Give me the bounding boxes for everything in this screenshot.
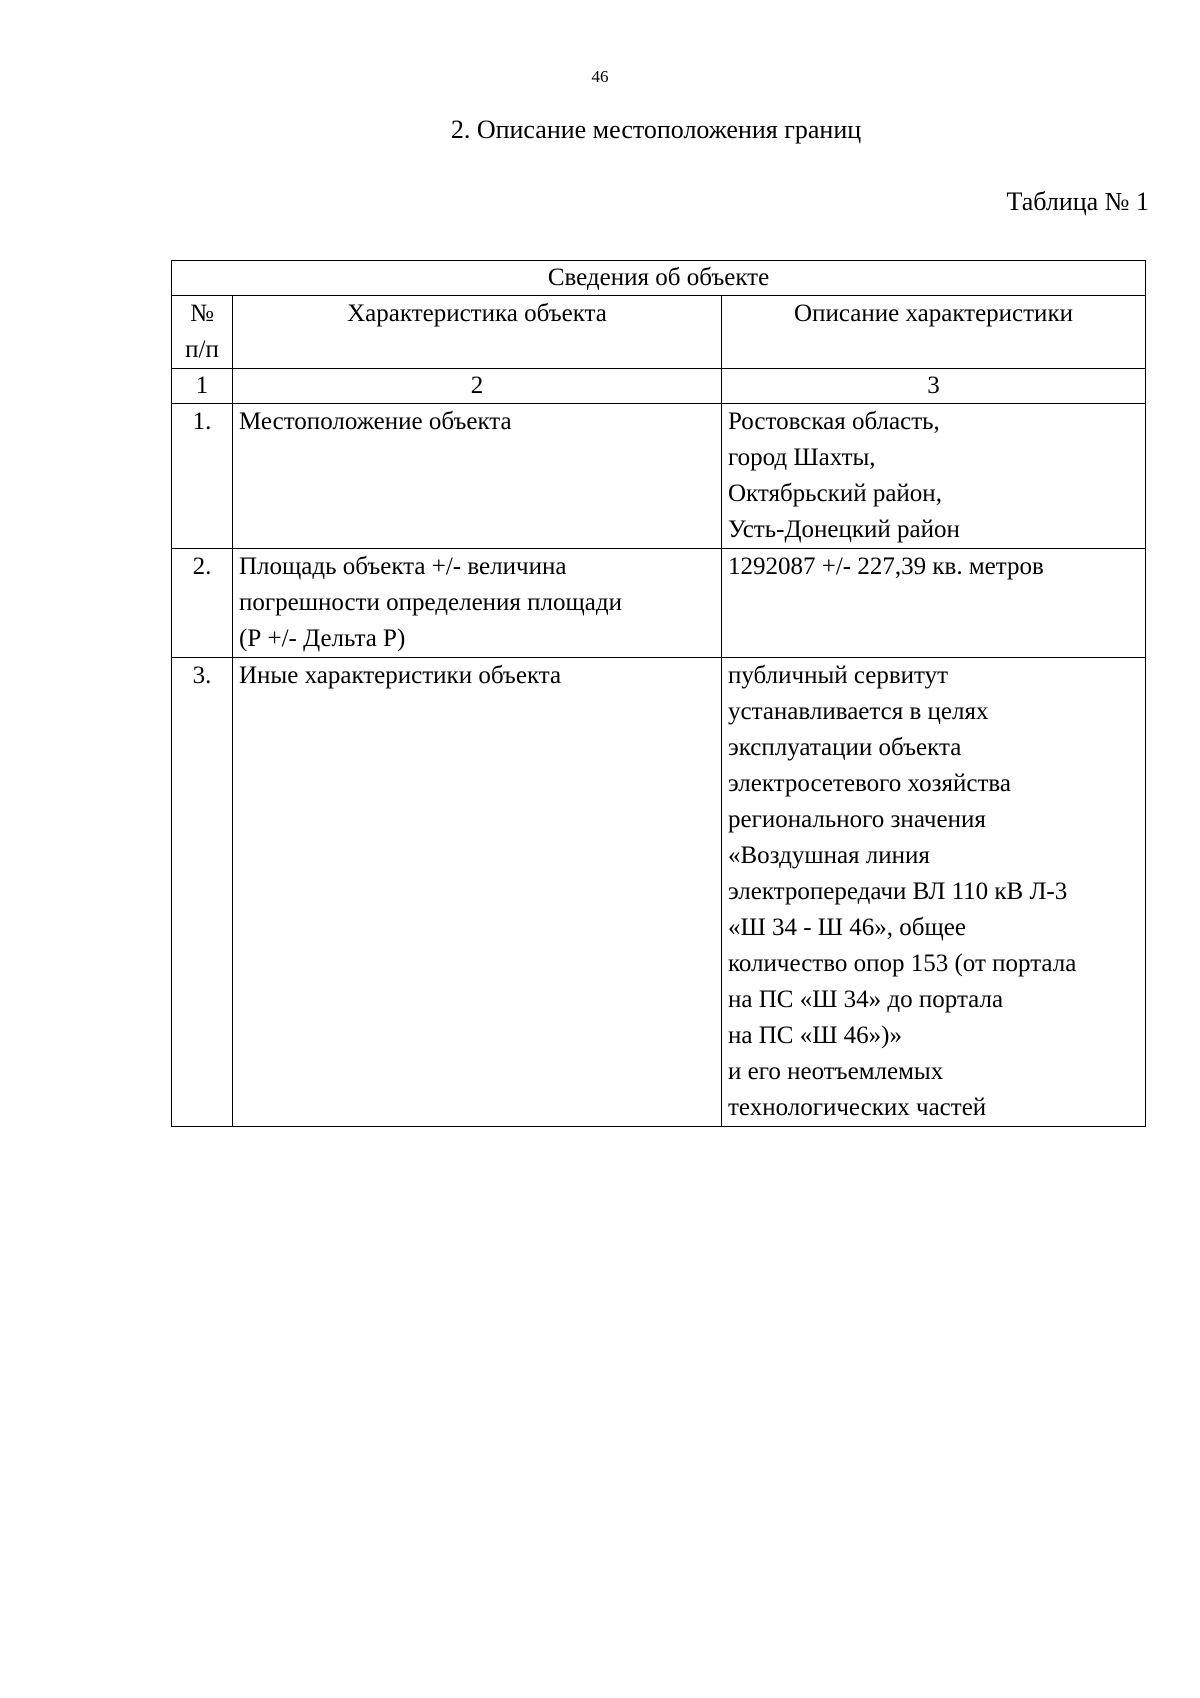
row-characteristic (233, 549, 722, 658)
header-num-line2: п/п (185, 336, 219, 363)
description-line: и его неотъемлемых (728, 1058, 944, 1085)
section-title: 2. Описание местоположения границ (450, 115, 862, 144)
description-line: регионального значения (728, 806, 986, 833)
table-row (172, 404, 1146, 549)
table-title: Сведения об объекте (172, 261, 1146, 296)
description-line: электросетевого хозяйства (728, 770, 1011, 797)
row-characteristic (233, 658, 722, 1127)
table-header-row (172, 296, 1146, 369)
characteristic-line: Площадь объекта +/- величина (239, 553, 567, 580)
row-number: 1. (172, 404, 233, 549)
description-line: количество опор 153 (от портала (728, 950, 1077, 977)
page-number: 46 (591, 67, 609, 86)
description-line: Усть-Донецкий район (728, 516, 960, 543)
table-caption: Таблица № 1 (1006, 187, 1149, 216)
row-characteristic (233, 404, 722, 549)
characteristic-line: погрешности определения площади (239, 589, 622, 616)
description-line: на ПС «Ш 46»)» (728, 1022, 902, 1049)
table-index-row (172, 369, 1146, 404)
description-line: Октябрьский район, (728, 480, 942, 507)
object-info-table (171, 260, 1146, 1127)
row-number: 2. (172, 549, 233, 658)
table-body (172, 404, 1146, 1127)
characteristic-line: Иные характеристики объекта (239, 662, 562, 689)
description-line: 1292087 +/- 227,39 кв. метров (728, 553, 1044, 580)
row-description (722, 658, 1146, 1127)
header-description: Описание характеристики (722, 296, 1146, 369)
description-line: технологических частей (728, 1094, 987, 1121)
description-line: эксплуатации объекта (728, 734, 962, 761)
index-cell-3: 3 (722, 369, 1146, 404)
table-row (172, 658, 1146, 1127)
description-line: публичный сервитут (728, 662, 949, 689)
index-cell-2: 2 (233, 369, 722, 404)
index-cell-1: 1 (172, 369, 233, 404)
table-title-row (172, 261, 1146, 296)
characteristic-line: (Р +/- Дельта Р) (239, 625, 406, 652)
header-num (172, 296, 233, 369)
description-line: «Воздушная линия (728, 842, 930, 869)
description-line: город Шахты, (728, 444, 876, 471)
row-description (722, 404, 1146, 549)
description-line: электропередачи ВЛ 110 кВ Л-3 (728, 878, 1068, 905)
header-num-line1: № (190, 300, 214, 327)
characteristic-line: Местоположение объекта (239, 408, 512, 435)
table-row (172, 549, 1146, 658)
description-line: «Ш 34 - Ш 46», общее (728, 914, 966, 941)
row-number: 3. (172, 658, 233, 1127)
description-line: на ПС «Ш 34» до портала (728, 986, 1004, 1013)
header-characteristic: Характеристика объекта (233, 296, 722, 369)
description-line: устанавливается в целях (728, 698, 989, 725)
row-description (722, 549, 1146, 658)
description-line: Ростовская область, (728, 408, 940, 435)
